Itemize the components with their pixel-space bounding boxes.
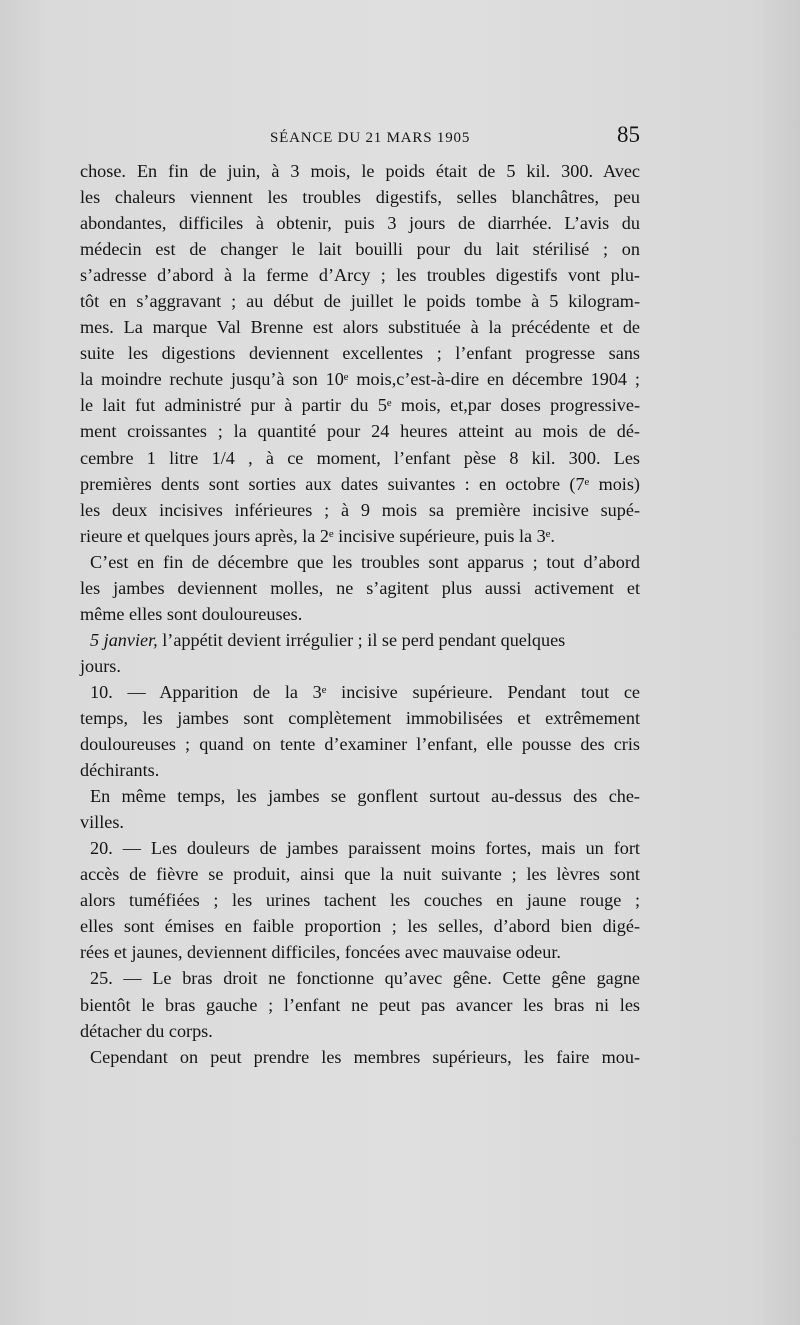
text-line: 25. — Le bras droit ne fonctionne qu’avec gêne. Cette gêne gagne — [90, 968, 640, 989]
text-line: suite les digestions deviennent excellentes ; l’enfant progresse sans — [80, 343, 640, 364]
text-line: temps, les jambes sont complètement immobilisées et extrêmement — [80, 707, 640, 728]
text-line: 10. — Apparition de la 3ᵉ incisive supérieure. Pendant tout ce — [90, 681, 640, 702]
text-line: le lait fut administré pur à partir du 5ᵉ mois, et,par doses progressive- — [80, 395, 640, 416]
text-line: les deux incisives inférieures ; à 9 mois sa première incisive supé- — [80, 499, 640, 520]
text-line: la moindre rechute jusqu’à son 10ᵉ mois,c’est-à-dire en décembre 1904 ; — [80, 369, 640, 390]
text-line: accès de fièvre se produit, ainsi que la nuit suivante ; les lèvres sont — [80, 864, 640, 885]
running-title: SÉANCE DU 21 MARS 1905 — [270, 130, 471, 146]
text-line: mes. La marque Val Brenne est alors substituée à la précédente et de — [80, 317, 640, 338]
text-line: tôt en s’aggravant ; au début de juillet le poids tombe à 5 kilogram- — [80, 291, 640, 312]
text-line: C’est en fin de décembre que les troubles sont apparus ; tout d’abord — [90, 551, 640, 572]
text-line: jours. — [80, 655, 121, 676]
page-number: 85 — [617, 122, 640, 147]
text-line: bientôt le bras gauche ; l’enfant ne peut pas avancer les bras ni les — [80, 994, 640, 1015]
text-line: ment croissantes ; la quantité pour 24 heures atteint au mois de dé- — [80, 421, 640, 442]
text-line: elles sont émises en faible proportion ; les selles, d’abord bien digé- — [80, 916, 640, 937]
text-line: déchirants. — [80, 760, 160, 781]
text-line: s’adresse d’abord à la ferme d’Arcy ; les troubles digestifs vont plu- — [80, 265, 640, 286]
date-lead: 5 janvier, — [90, 629, 158, 650]
text-line: En même temps, les jambes se gonflent surtout au-dessus des che- — [90, 786, 640, 807]
text-line: médecin est de changer le lait bouilli pour du lait stérilisé ; on — [80, 239, 640, 260]
text-line: détacher du corps. — [80, 1020, 213, 1041]
text-line: abondantes, difficiles à obtenir, puis 3 jours de diarrhée. L’avis du — [80, 213, 640, 234]
text-line: alors tuméfiées ; les urines tachent les couches en jaune rouge ; — [80, 890, 640, 911]
text-line: premières dents sont sorties aux dates suivantes : en octobre (7ᵉ mois) — [80, 473, 640, 494]
text-line: cembre 1 litre 1/4 , à ce moment, l’enfant pèse 8 kil. 300. Les — [80, 447, 640, 468]
text-line: rieure et quelques jours après, la 2ᵉ incisive supérieure, puis la 3ᵉ. — [80, 525, 555, 546]
body-text — [80, 158, 640, 1070]
text-line: chose. En fin de juin, à 3 mois, le poids était de 5 kil. 300. Avec — [80, 161, 640, 181]
text-line: les chaleurs viennent les troubles digestifs, selles blanchâtres, peu — [80, 187, 640, 208]
text-run: l’appétit devient irrégulier ; il se perd pendant quelques — [157, 629, 566, 650]
text-line: Cependant on peut prendre les membres supérieurs, les faire mou- — [90, 1046, 640, 1067]
text-line: les jambes deviennent molles, ne s’agitent plus aussi activement et — [80, 577, 640, 598]
text-line: rées et jaunes, deviennent difficiles, foncées avec mauvaise odeur. — [80, 942, 561, 963]
running-head — [80, 118, 640, 158]
text-line: même elles sont douloureuses. — [80, 603, 303, 624]
text-line: douloureuses ; quand on tente d’examiner l’enfant, elle pousse des cris — [80, 734, 640, 755]
text-line: 20. — Les douleurs de jambes paraissent moins fortes, mais un fort — [90, 838, 640, 859]
text-line: villes. — [80, 812, 124, 833]
text-line — [80, 627, 640, 653]
